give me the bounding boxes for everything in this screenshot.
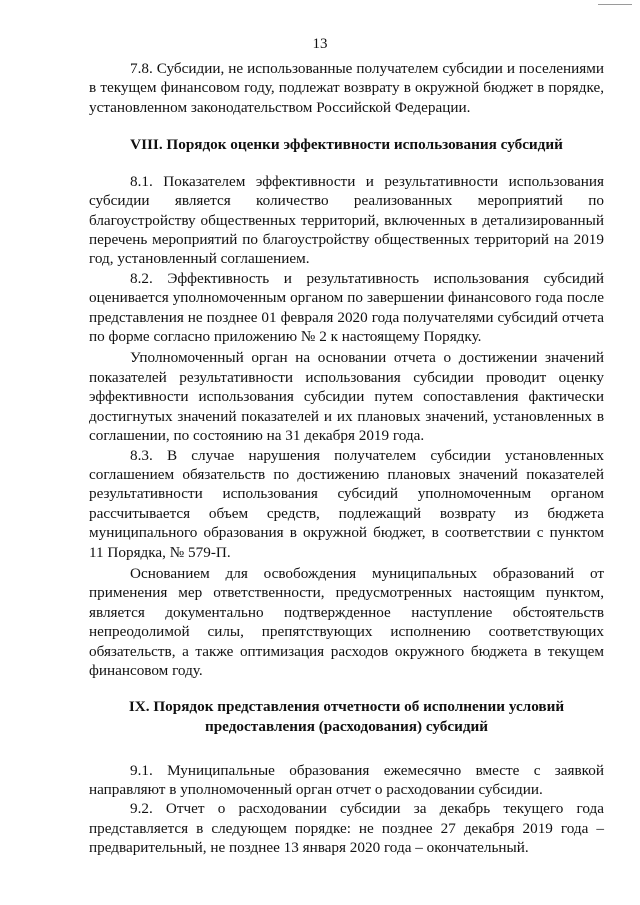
paragraph-8-3-continued: Основанием для освобождения муниципальных образований от применения мер ответственности, предусмотренных настоящим пунктом, является документально подтвержденное наступление обстоятельств непреодолимой силы, препятствующих исполнению соответствующих обязательств, а также оптимизация расходов окружного бюджета в текущем финансовом году.: [89, 564, 604, 679]
section-9-heading-line-1: IX. Порядок представления отчетности об исполнении условий: [128, 698, 565, 716]
paragraph-9-2: 9.2. Отчет о расходовании субсидии за декабрь текущего года представляется в следующем порядке: не позднее 27 декабря 2019 года – предварительный, не позднее 13 января 2020 года – окончательный.: [89, 800, 604, 857]
scan-corner-mark: [598, 0, 632, 5]
paragraph-8-2-continued: Уполномоченный орган на основании отчета о достижении значений показателей результативности использования субсидии проводит оценку эффективности использования субсидии путем сопоставления фактически достигнутых значений показателей и их плановых значений, установленных в соглашении, по состоянию на 31 декабря 2019 года.: [89, 349, 604, 445]
paragraph-7-8: 7.8. Субсидии, не использованные получателем субсидии и поселениями в текущем финансовом году, подлежат возврату в окружной бюджет в порядке, установленном законодательством Российской Федерации.: [89, 60, 604, 116]
page-number: 13: [312, 36, 328, 52]
section-8-heading: VIII. Порядок оценки эффективности использования субсидий: [130, 136, 563, 154]
paragraph-9-1: 9.1. Муниципальные образования ежемесячно вместе с заявкой направляют в уполномоченный орган отчет о расходовании субсидии.: [89, 761, 604, 798]
document-body: [89, 59, 604, 858]
section-9-heading: [89, 697, 604, 736]
paragraph-8-2: 8.2. Эффективность и результативность использования субсидий оценивается уполномоченным органом по завершении финансового года после представления не позднее 01 февраля 2020 года получателями субсидий отчета по форме согласно приложению № 2 к настоящему Порядку.: [89, 269, 604, 346]
paragraph-8-1: 8.1. Показателем эффективности и результативности использования субсидии является количество реализованных мероприятий по благоустройству общественных территорий, включенных в детализированный перечень мероприятий по благоустройству общественных территорий на 2019 год, установленный соглашением.: [89, 172, 604, 268]
paragraph-8-3: 8.3. В случае нарушения получателем субсидии установленных соглашением обязательств по достижению плановых значений показателей результативности использования субсидий уполномоченным органом рассчитывается объем средств, подлежащий возврату из бюджета муниципального образования в окружной бюджет, в соответствии с пунктом 11 Порядка, № 579-П.: [89, 446, 604, 561]
section-9-heading-line-2: предоставления (расходования) субсидий: [204, 717, 489, 735]
